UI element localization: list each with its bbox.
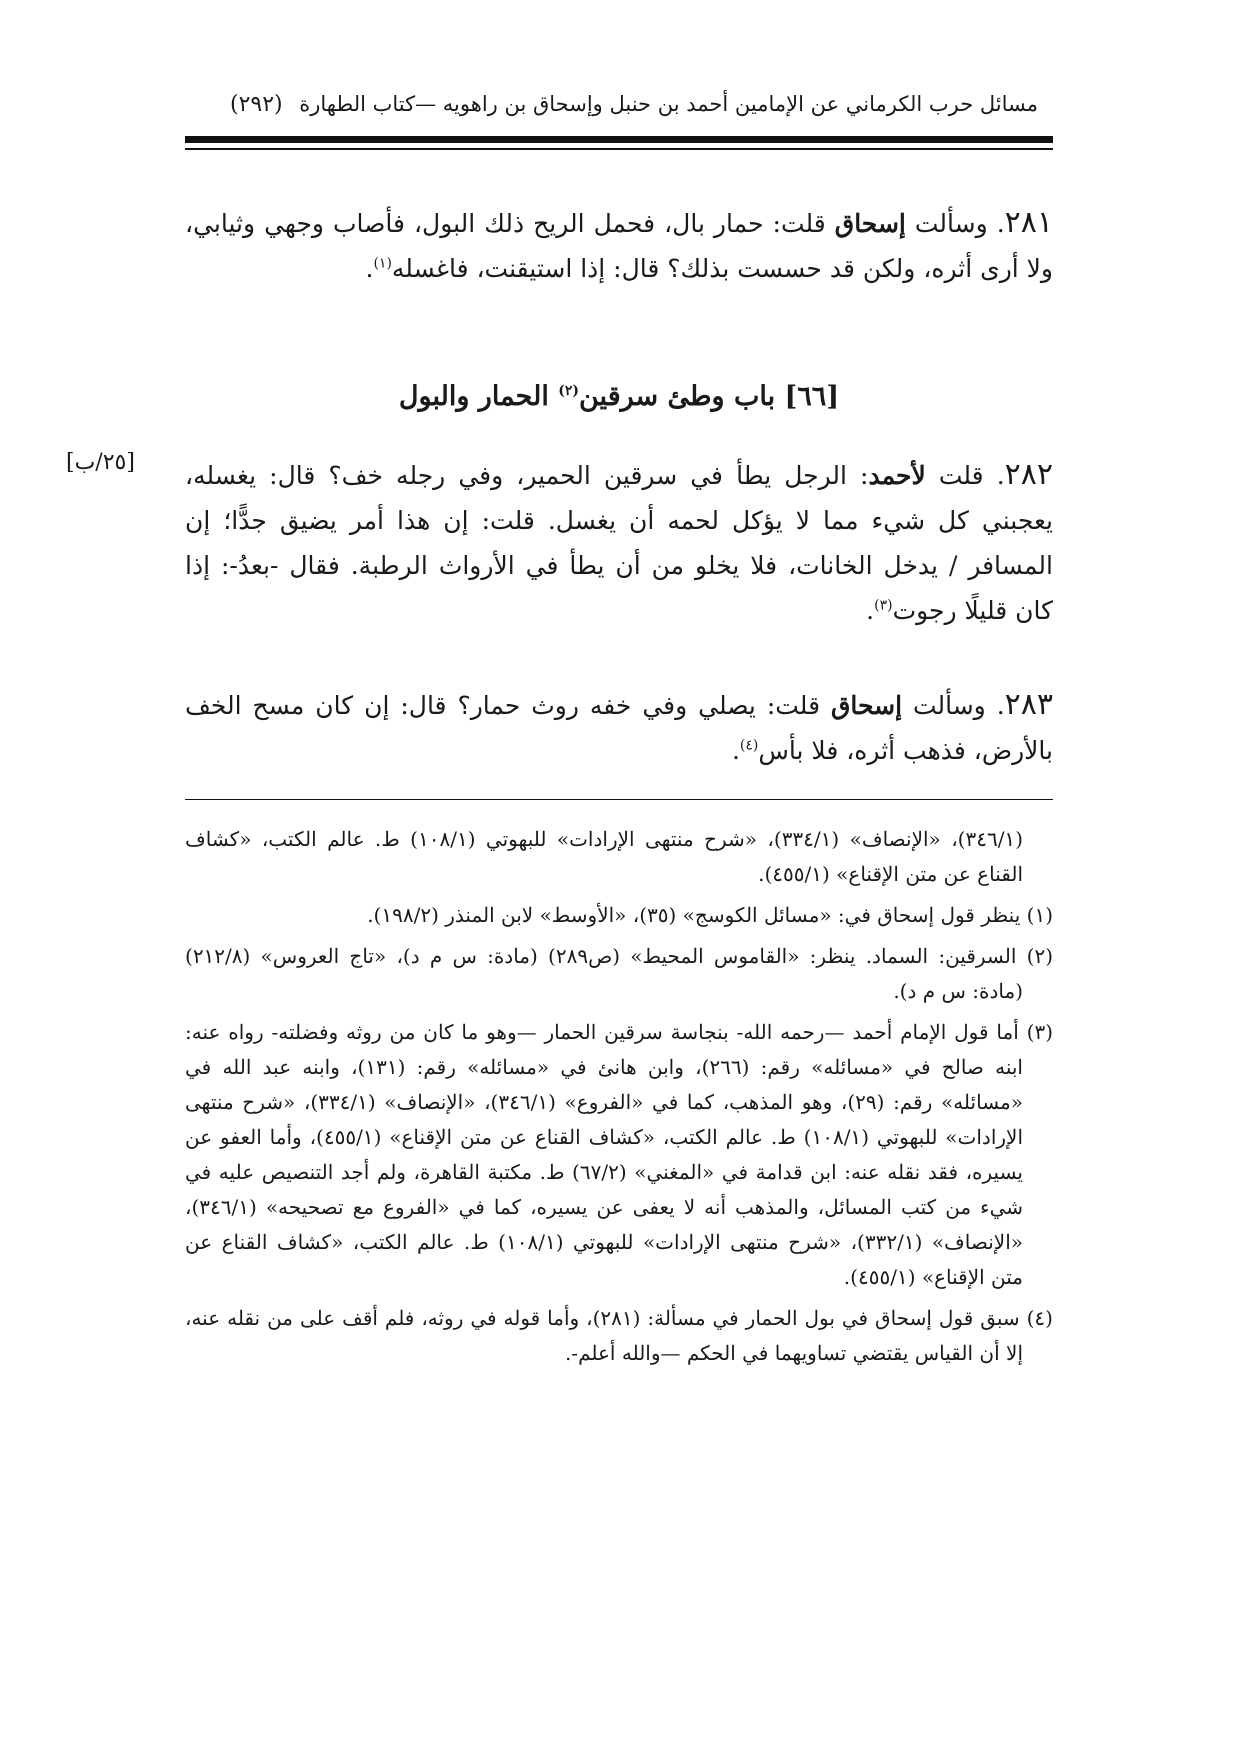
header-rule-thin xyxy=(185,148,1053,150)
entry-authority: إسحاق xyxy=(830,691,903,720)
footnote-ref: (٤) xyxy=(739,737,759,754)
entry-end: . xyxy=(731,736,740,765)
entry-number: ٢٨٣ xyxy=(1004,687,1053,722)
footnotes xyxy=(185,822,1053,1377)
footnote-ref: (١) xyxy=(373,255,392,272)
section-title-end: الحمار والبول xyxy=(398,381,559,412)
page-number: (٢٩٢) xyxy=(230,92,283,117)
footnote-2: (٢) السرقين: السماد. ينظر: «القاموس المحيط» (ص٢٨٩) (مادة: س م د)، «تاج العروس» (٢١٢/٨) (مادة: س م د). xyxy=(185,944,1054,1003)
manuscript-folio-ref: [٢٥/ب] xyxy=(66,450,135,475)
section-heading xyxy=(185,375,1053,419)
footnote-3: (٣) أما قول الإمام أحمد —رحمه الله- بنجاسة سرقين الحمار —وهو ما كان من روثه وفضلته- رواه عنه: ابنه صالح في «مسائله» رقم: (٢٦٦)، وابن هانئ في «مسائله» رقم: (١٣١)، وابنه عبد الله في «مسائله» رقم: (٢٩)، وهو المذهب، كما في «الفروع» (٣٤٦/١)، «الإنصاف» (٣٣٤/١)، «شرح منتهى الإرادات» للبهوتي (١٠٨/١) ط. عالم الكتب، «كشاف القناع عن متن الإقناع» (٤٥٥/١)، وأما العفو عن يسيره، فقد نقله عنه: ابن قدامة في «المغني» (٦٧/٢) ط. مكتبة القاهرة، ولم أجد التنصيص عليه في شيء من كتب المسائل، والمذهب أنه لا يعفى عن يسيره، كما في «الفروع مع تصحيحه» (٣٤٦/١)، «الإنصاف» (٣٣٢/١)، «شرح منتهى الإرادات» للبهوتي (١٠٨/١) ط. عالم الكتب، «كشاف القناع عن متن الإقناع» (٤٥٥/١). xyxy=(185,1020,1053,1289)
entry-end: . xyxy=(866,596,875,625)
entry-number: ٢٨٢ xyxy=(1004,457,1053,492)
entry-text: قلت: حمار بال، فحمل الريح ذلك البول، فأصاب وجهي وثيابي، ولا أرى أثره، ولكن قد حسست بذلك؟ قال: إذا استيقنت، فاغسله xyxy=(185,209,1053,283)
header-title: مسائل حرب الكرماني عن الإمامين أحمد بن حنبل وإسحاق بن راهويه —كتاب الطهارة xyxy=(299,92,1038,116)
entry-authority: لأحمد xyxy=(868,461,926,490)
entry-prefix: . قلت xyxy=(925,461,1005,490)
footnote-ref: (٣) xyxy=(874,597,893,614)
footnote-4: (٤) سبق قول إسحاق في بول الحمار في مسألة: (٢٨١)، وأما قوله في روثه، فلم أقف على من نقله عنه، إلا أن القياس يقتضي تساويهما في الحكم —والله أعلم-. xyxy=(185,1306,1053,1365)
entry-end: . xyxy=(365,254,374,283)
entry-283 xyxy=(185,682,1053,773)
footnote-ref: (٢) xyxy=(558,383,579,399)
entry-text: : الرجل يطأ في سرقين الحمير، وفي رجله خف؟ قال: يغسله، يعجبني كل شيء مما لا يؤكل لحمه أن يغسل. قلت: إن هذا أمر يضيق جدًّا؛ إن المسافر / يدخل الخانات، فلا يخلو من أن يطأ في الأرواث الرطبة. فقال -بعدُ-: إذا كان قليلًا رجوت xyxy=(185,461,1053,625)
entry-text: قلت: يصلي وفي خفه روث حمار؟ قال: إن كان مسح الخف بالأرض، فذهب أثره، فلا بأس xyxy=(185,691,1053,765)
running-header xyxy=(230,88,1038,128)
entry-prefix: . وسألت xyxy=(902,691,1005,720)
footnote-continuation: (٣٤٦/١)، «الإنصاف» (٣٣٤/١)، «شرح منتهى الإرادات» للبهوتي (١٠٨/١) ط. عالم الكتب، «كشاف القناع عن متن الإقناع» (٤٥٥/١). xyxy=(185,827,1023,886)
footnote-1: (١) ينظر قول إسحاق في: «مسائل الكوسج» (٣٥)، «الأوسط» لابن المنذر (١٩٨/٢). xyxy=(367,903,1053,927)
entry-prefix: . وسألت xyxy=(905,209,1005,238)
entry-number: ٢٨١ xyxy=(1004,205,1053,240)
section-title: [٦٦] باب وطئ سرقين xyxy=(579,381,840,412)
entry-authority: إسحاق xyxy=(834,209,906,238)
header-rule-thick xyxy=(185,136,1053,143)
footnote-separator xyxy=(185,799,1053,800)
entry-282 xyxy=(185,452,1053,633)
entry-281 xyxy=(185,200,1053,291)
